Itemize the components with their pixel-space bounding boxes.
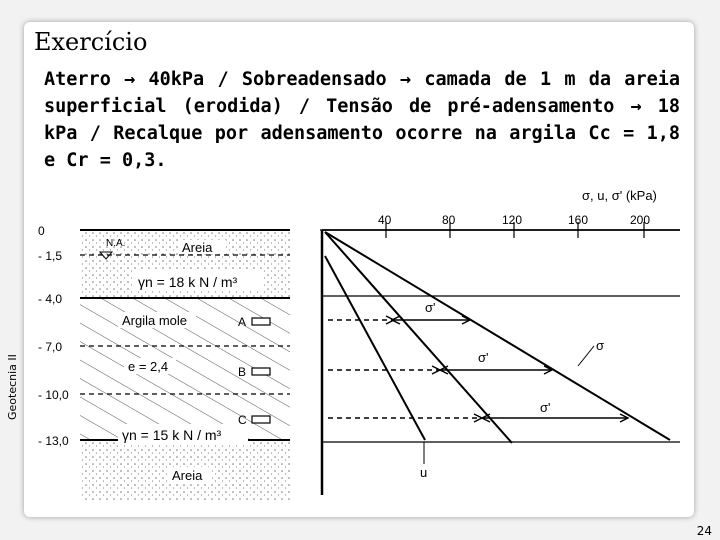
side-label: Geotecnia II [6, 354, 19, 420]
depth-label: - 1,5 [38, 249, 63, 263]
stress-graph [320, 188, 680, 495]
sigma-label: σ [596, 338, 605, 353]
gamma-clay-label: γn = 15 k N / m³ [122, 427, 222, 443]
point-c-marker [252, 416, 270, 423]
sand-bottom-label: Areia [172, 468, 203, 483]
point-c-label: C [238, 413, 247, 427]
void-ratio-label: e = 2,4 [128, 359, 169, 374]
axis-tick-label: 160 [568, 213, 589, 227]
point-b-label: B [238, 365, 247, 379]
soft-clay-label: Argila mole [122, 313, 188, 328]
slide-title: Exercício [34, 28, 148, 56]
axis-tick-label: 40 [378, 213, 392, 227]
gamma-sand-label: γn = 18 k N / m³ [138, 274, 238, 290]
depth-label: - 13,0 [38, 434, 69, 448]
depth-label: 0 [38, 224, 45, 238]
point-b-marker [252, 368, 270, 375]
page-number: 24 [696, 524, 712, 538]
sand-top-label: Areia [182, 240, 213, 255]
soil-column [38, 224, 290, 500]
total-stress-line [325, 232, 670, 440]
sigma-leader-line [578, 346, 594, 366]
water-table-label: N.A. [106, 238, 126, 249]
axis-tick-label: 200 [630, 213, 651, 227]
sigma-eff-label: σ' [425, 300, 436, 315]
depth-label: - 4,0 [38, 292, 63, 306]
depth-label: - 10,0 [38, 388, 69, 402]
sigma-eff-label: σ' [540, 400, 551, 415]
point-a-label: A [238, 315, 247, 329]
axis-tick-label: 80 [442, 213, 456, 227]
axis-label: σ, u, σ' (kPa) [582, 188, 657, 203]
effective-stress-line [325, 232, 512, 443]
exercise-statement: Aterro → 40kPa / Sobreadensado → camada de 1 m da areia superficial (erodida) / Tensão de pré-adensamento → 18 kPa / Recalque por adensamento ocorre na argila Cc = 1,8 e Cr = 0,3. [44, 69, 680, 171]
axis-tick-label: 120 [502, 213, 523, 227]
point-a-marker [252, 318, 270, 325]
depth-label: - 7,0 [38, 340, 63, 354]
sigma-eff-label: σ' [478, 350, 489, 365]
u-label: u [420, 465, 428, 480]
